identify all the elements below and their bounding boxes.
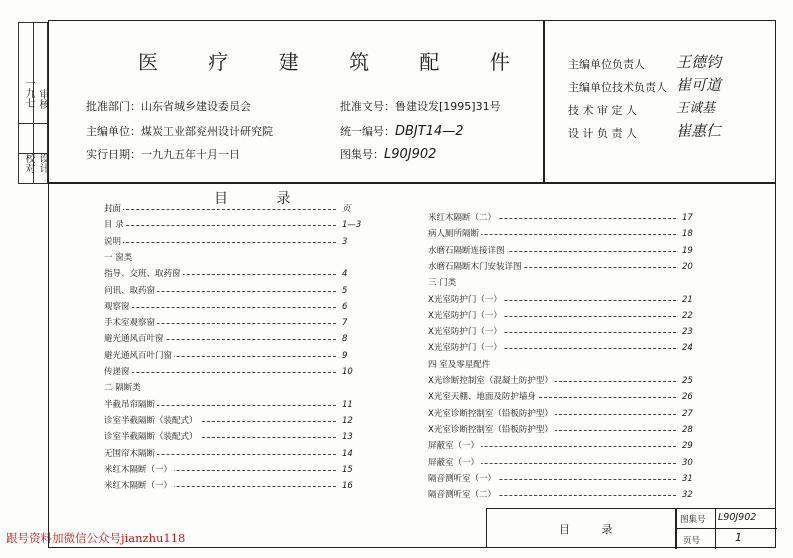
toc-entry-label: 一 窗类 [104,252,133,263]
signature-name-2: 崔可道 [676,76,722,94]
date-row [86,146,240,162]
toc-entry-page: 11 [342,399,353,410]
footer-title-block [486,508,776,548]
toc-entry [104,284,374,298]
toc-entry-label: 屏蔽室（一） [428,441,480,452]
strip-text-4: 设计 [37,153,48,173]
editor-value: 煤炭工业部兖州设计研究院 [141,125,273,138]
toc-entry-label: 诊室半截隔断（装配式） [104,432,198,443]
toc-entry [104,332,374,346]
toc-entry-page: 18 [682,229,693,240]
title-block-bottom-line [48,182,776,184]
unified-no-row [340,123,464,139]
toc-entry [428,374,708,388]
signature-name-4: 崔惠仁 [676,122,722,140]
toc-entry-label: X光室防护门（一） [428,310,502,321]
toc-entry-label: 四 室及零星配件 [428,359,491,370]
editor-label: 主编单位： [86,125,141,138]
toc-entry-label: 说明 [104,236,122,247]
toc-entry-label: 无围帘木隔断 [104,448,156,459]
toc-entry-page: 3 [342,236,348,247]
toc-entry-label: 隔音测听室（二） [428,490,497,501]
doc-no-value: 鲁建设发[1995]31号 [395,100,501,113]
toc-entry-page: 4 [342,269,348,280]
toc-entry-page: 23 [682,327,693,338]
toc-entry [428,390,708,404]
toc-entry [104,365,374,379]
toc-entry-page: 25 [682,376,693,386]
toc-entry-page: 17 [682,213,693,223]
toc-entry-page: 26 [682,392,693,403]
toc-entry-label: X光诊断控制室（混凝土防护型） [428,376,553,386]
toc-entry-page: 22 [682,310,693,321]
toc-leader-line [106,209,336,210]
toc-entry [104,218,374,232]
footer-atlas-label: 图集号 [680,515,706,525]
toc-entry [428,407,708,421]
toc-entry-page: 28 [682,424,693,435]
toc-entry-page: 页 [342,204,351,214]
strip-text-2: 审核 [37,89,48,109]
toc-entry-page: 16 [342,481,353,492]
footer-title: 目 录 [559,523,627,536]
toc-entry [104,479,374,493]
toc-entry [428,211,708,225]
toc-entry-label: 水磨石隔断连接详图 [428,245,505,256]
toc-entry-page: 24 [682,343,693,354]
toc-entry-label: 避光通风百叶窗 [104,334,164,345]
signature-role-4: 设 计 负 责 人 [568,127,637,140]
signature-name-1: 王德钧 [676,53,722,71]
toc-entry [104,381,374,395]
approve-dept-value: 山东省城乡建设委员会 [141,100,251,113]
toc-entry-label: 水磨石隔断木门安装详图 [428,261,522,272]
doc-no-label: 批准文号： [340,100,395,113]
approve-dept-label: 批准部门： [86,100,141,113]
footer-page-value: 1 [735,531,742,544]
signature-role-3: 技 术 审 定 人 [568,104,637,117]
toc-entry [104,316,374,330]
toc-entry-label: 米红木隔断（一） [104,481,173,492]
toc-entry [428,325,708,339]
toc-entry [428,439,708,453]
toc-entry [428,276,708,290]
toc-entry-label: 隔音测听室（一） [428,473,497,484]
toc-entry [428,227,708,241]
toc-entry-page: 9 [342,350,348,361]
toc-entry-page: 1—3 [342,220,362,231]
toc-entry-label: X光室防护门（一） [428,294,502,305]
strip-text-3: 校对 [23,153,34,173]
toc-entry-page: 27 [682,408,693,419]
toc-entry-label: 问讯、取药窗 [104,285,156,296]
toc-entry-label: X光室诊断控制室（铅板防护型） [428,424,553,435]
toc-entry-label: 病人厕所隔断 [428,229,480,240]
atlas-no-value: L90J902 [384,147,437,162]
toc-entry-label: 避光通风百叶门窗 [104,350,173,361]
toc-leader-line [106,242,336,243]
doc-no-row [340,98,501,114]
atlas-no-label: 图集号： [340,148,384,161]
toc-entry [428,341,708,355]
footer-page-label: 页号 [683,536,701,546]
toc-entry-label: 指导、交班、取药窗 [104,269,181,280]
toc-entry-page: 30 [682,457,693,468]
toc-entry-label: 半截吊帘隔断 [104,399,156,410]
toc-entry [428,244,708,258]
margin-approval-strip [18,22,48,184]
signature-name-3: 王诚基 [676,101,716,116]
toc-entry-page: 32 [682,490,693,501]
toc-entry-label: X光室天棚、地面及防护墙身 [428,392,536,403]
atlas-no-row [340,146,436,162]
toc-entry-label: 手术室观察窗 [104,318,156,329]
toc-entry [104,202,374,216]
strip-text-1: 一九七 [23,78,34,108]
toc-entry-label: 封面 [104,204,122,214]
title-block-divider [543,20,545,182]
toc-entry [104,267,374,281]
toc-entry-page: 7 [342,318,348,329]
date-label: 实行日期： [86,148,141,161]
toc-entry-page: 20 [682,261,693,272]
toc-leader-line [106,307,336,308]
toc-entry [104,235,374,249]
toc-entry-page: 31 [682,473,693,484]
toc-entry-page: 8 [342,334,348,345]
toc-entry [428,423,708,437]
watermark-text: 跟号资料加微信公众号jianzhu118 [6,531,186,545]
toc-entry-label: 诊室半截隔断（装配式） [104,415,198,426]
toc-entry-page: 15 [342,464,353,475]
toc-leader-line [106,372,336,373]
toc-entry-label: X光室防护门（一） [428,327,502,338]
toc-entry-page: 6 [342,301,348,312]
toc-entry [104,398,374,412]
toc-entry [428,293,708,307]
toc-title: 目 录 [214,191,313,207]
toc-entry-page: 14 [342,448,353,459]
signature-role-1: 主编单位负责人 [568,58,645,71]
toc-entry-page: 10 [342,367,353,377]
toc-entry [104,463,374,477]
toc-entry-page: 21 [682,294,693,305]
toc-entry-page: 29 [682,441,693,452]
toc-entry-label: X光室防护门（一） [428,343,502,354]
main-title: 医 疗 建 筑 配 件 [138,50,532,74]
toc-entry [104,300,374,314]
toc-entry-label: 三 门类 [428,278,457,289]
toc-entry-label: 米红木隔断（二） [428,213,497,223]
toc-entry-label: 传递窗 [104,367,130,377]
toc-entry [104,447,374,461]
toc-entry-label: 二 隔断类 [104,383,141,394]
toc-entry [428,488,708,502]
toc-entry-page: 12 [342,415,353,426]
toc-entry-page: 19 [682,245,693,256]
toc-entry [428,309,708,323]
editor-row [86,123,273,139]
toc-entry-label: 观察窗 [104,301,130,312]
unified-no-value: DBJT14—2 [395,124,464,139]
toc-entry [428,358,708,372]
toc-entry-label: 屏蔽室（一） [428,457,480,468]
toc-entry [104,414,374,428]
toc-entry-page: 13 [342,432,353,443]
toc-entry [428,456,708,470]
toc-entry-label: X光室诊断控制室（铅板防护型） [428,408,553,419]
toc-entry [104,251,374,265]
toc-entry-page: 5 [342,285,348,296]
toc-entry-label: 目 录 [104,220,124,231]
toc-entry [428,260,708,274]
toc-entry [104,349,374,363]
signature-role-2: 主编单位技术负责人 [568,81,667,94]
approve-dept-row [86,98,251,114]
toc-entry [428,472,708,486]
toc-entry [104,430,374,444]
toc-leader-line [106,225,336,226]
unified-no-label: 统一编号： [340,125,395,138]
toc-entry-label: 米红木隔断（一） [104,464,173,475]
date-value: 一九九五年十月一日 [141,148,240,161]
footer-atlas-value: L90J902 [718,512,757,523]
